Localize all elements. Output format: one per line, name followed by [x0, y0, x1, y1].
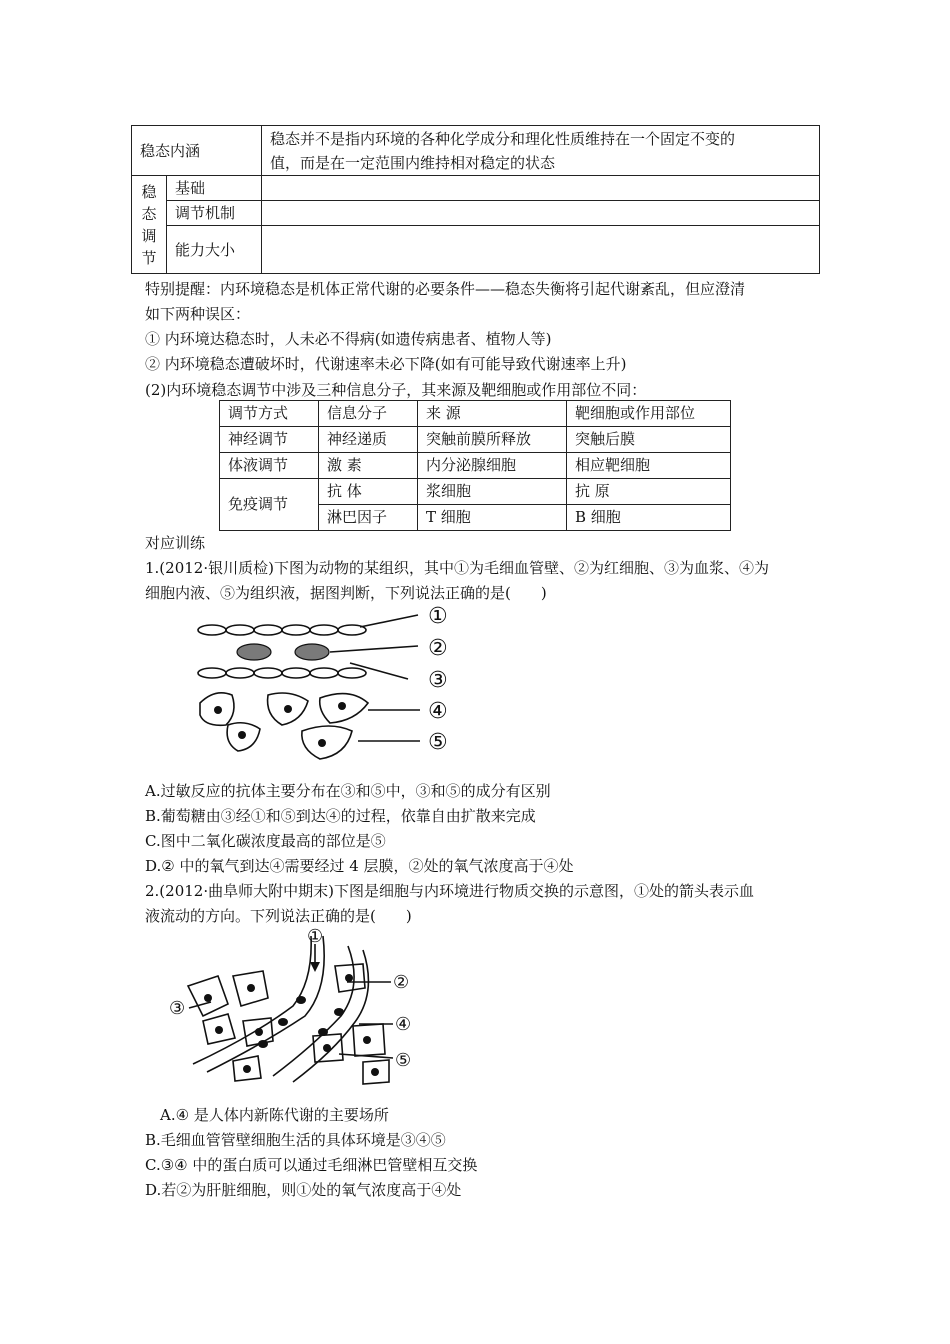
note-line-3: ① 内环境达稳态时，人未必不得病(如遗传病患者、植物人等) — [145, 330, 552, 348]
sub-row-mechanism-value — [262, 201, 820, 226]
table-cell: 神经递质 — [319, 427, 418, 453]
table-cell: 免疫调节 — [220, 479, 319, 531]
sub-row-capacity: 能力大小 — [167, 226, 262, 274]
header-cell: 调节方式 — [220, 401, 319, 427]
q2-diagram-label: ① — [307, 926, 324, 947]
note-line-4: ② 内环境稳态遭破坏时，代谢速率未必下降(如有可能导致代谢速率上升) — [145, 355, 627, 373]
row-text-connotation — [262, 126, 820, 176]
group-char: 调 — [141, 226, 157, 245]
note-line-2: 如下两种误区： — [145, 305, 251, 323]
table-cell: 激 素 — [319, 453, 418, 479]
signal-molecule-table — [219, 400, 731, 531]
table-cell: 内分泌腺细胞 — [418, 453, 567, 479]
group-char: 节 — [141, 248, 157, 267]
q1-stem-line-1: 1.(2012·银川质检)下图为动物的某组织，其中①为毛细血管壁、②为红细胞、③为血浆、④为 — [145, 559, 769, 577]
group-label-regulation — [132, 176, 167, 274]
q2-option-c: C.③④ 中的蛋白质可以通过毛细淋巴管壁相互交换 — [145, 1156, 478, 1174]
group-char: 态 — [141, 204, 157, 223]
q1-tissue-diagram — [190, 603, 462, 763]
q1-option-c: C.图中二氧化碳浓度最高的部位是⑤ — [145, 832, 386, 850]
sub-row-mechanism: 调节机制 — [167, 201, 262, 226]
table-cell: 突触后膜 — [567, 427, 731, 453]
q2-option-d: D.若②为肝脏细胞，则①处的氧气浓度高于④处 — [145, 1181, 462, 1199]
table-cell: B 细胞 — [567, 505, 731, 531]
table-cell: 抗 原 — [567, 479, 731, 505]
q2-stem-line-1: 2.(2012·曲阜师大附中期末)下图是细胞与内环境进行物质交换的示意图，①处的箭头表示血 — [145, 882, 754, 900]
table-cell: 相应靶细胞 — [567, 453, 731, 479]
connotation-line-2: 值，而是在一定范围内维持相对稳定的状态 — [270, 153, 556, 172]
sub-row-basis-value — [262, 176, 820, 201]
table-cell: T 细胞 — [418, 505, 567, 531]
table-cell: 抗 体 — [319, 479, 418, 505]
table-cell: 突触前膜所释放 — [418, 427, 567, 453]
q1-option-d: D.② 中的氧气到达④需要经过 4 层膜，②处的氧气浓度高于④处 — [145, 857, 574, 875]
q1-stem-line-2: 细胞内液、⑤为组织液，据图判断，下列说法正确的是( ) — [145, 584, 547, 602]
q1-diagram-label: ① — [428, 604, 448, 629]
header-cell: 信息分子 — [319, 401, 418, 427]
note-line-1: 特别提醒：内环境稳态是机体正常代谢的必要条件——稳态失衡将引起代谢紊乱，但应澄清 — [145, 280, 746, 298]
table-cell: 体液调节 — [220, 453, 319, 479]
q1-diagram-label: ② — [428, 636, 448, 661]
header-cell: 靶细胞或作用部位 — [567, 401, 731, 427]
q2-option-b: B.毛细血管管壁细胞生活的具体环境是③④⑤ — [145, 1131, 446, 1149]
q2-diagram-label: ④ — [395, 1014, 412, 1035]
header-cell: 来 源 — [418, 401, 567, 427]
q2-stem-line-2: 液流动的方向。下列说法正确的是( ) — [145, 907, 412, 925]
q1-option-a: A.过敏反应的抗体主要分布在③和⑤中，③和⑤的成分有区别 — [145, 782, 551, 800]
q1-diagram-label: ④ — [428, 699, 448, 724]
q2-diagram-label: ③ — [169, 998, 186, 1019]
table-cell: 淋巴因子 — [319, 505, 418, 531]
homeostasis-table — [131, 125, 820, 274]
q2-option-a: A.④ 是人体内新陈代谢的主要场所 — [160, 1106, 389, 1124]
group-char: 稳 — [141, 182, 157, 201]
q2-diagram-label: ⑤ — [395, 1050, 412, 1071]
q2-diagram-label: ② — [393, 972, 410, 993]
sub-row-basis: 基础 — [167, 176, 262, 201]
q2-exchange-diagram — [163, 926, 419, 1088]
connotation-line-1: 稳态并不是指内环境的各种化学成分和理化性质维持在一个固定不变的 — [270, 129, 736, 148]
section-title: 对应训练 — [145, 534, 206, 552]
note-line-5: (2)内环境稳态调节中涉及三种信息分子，其来源及靶细胞或作用部位不同： — [145, 381, 647, 399]
table-cell: 神经调节 — [220, 427, 319, 453]
table-cell: 浆细胞 — [418, 479, 567, 505]
sub-row-capacity-value — [262, 226, 820, 274]
q1-option-b: B.葡萄糖由③经①和⑤到达④的过程，依靠自由扩散来完成 — [145, 807, 536, 825]
q1-diagram-label: ⑤ — [428, 730, 448, 755]
row-label-connotation: 稳态内涵 — [132, 126, 262, 176]
q1-diagram-label: ③ — [428, 668, 448, 693]
